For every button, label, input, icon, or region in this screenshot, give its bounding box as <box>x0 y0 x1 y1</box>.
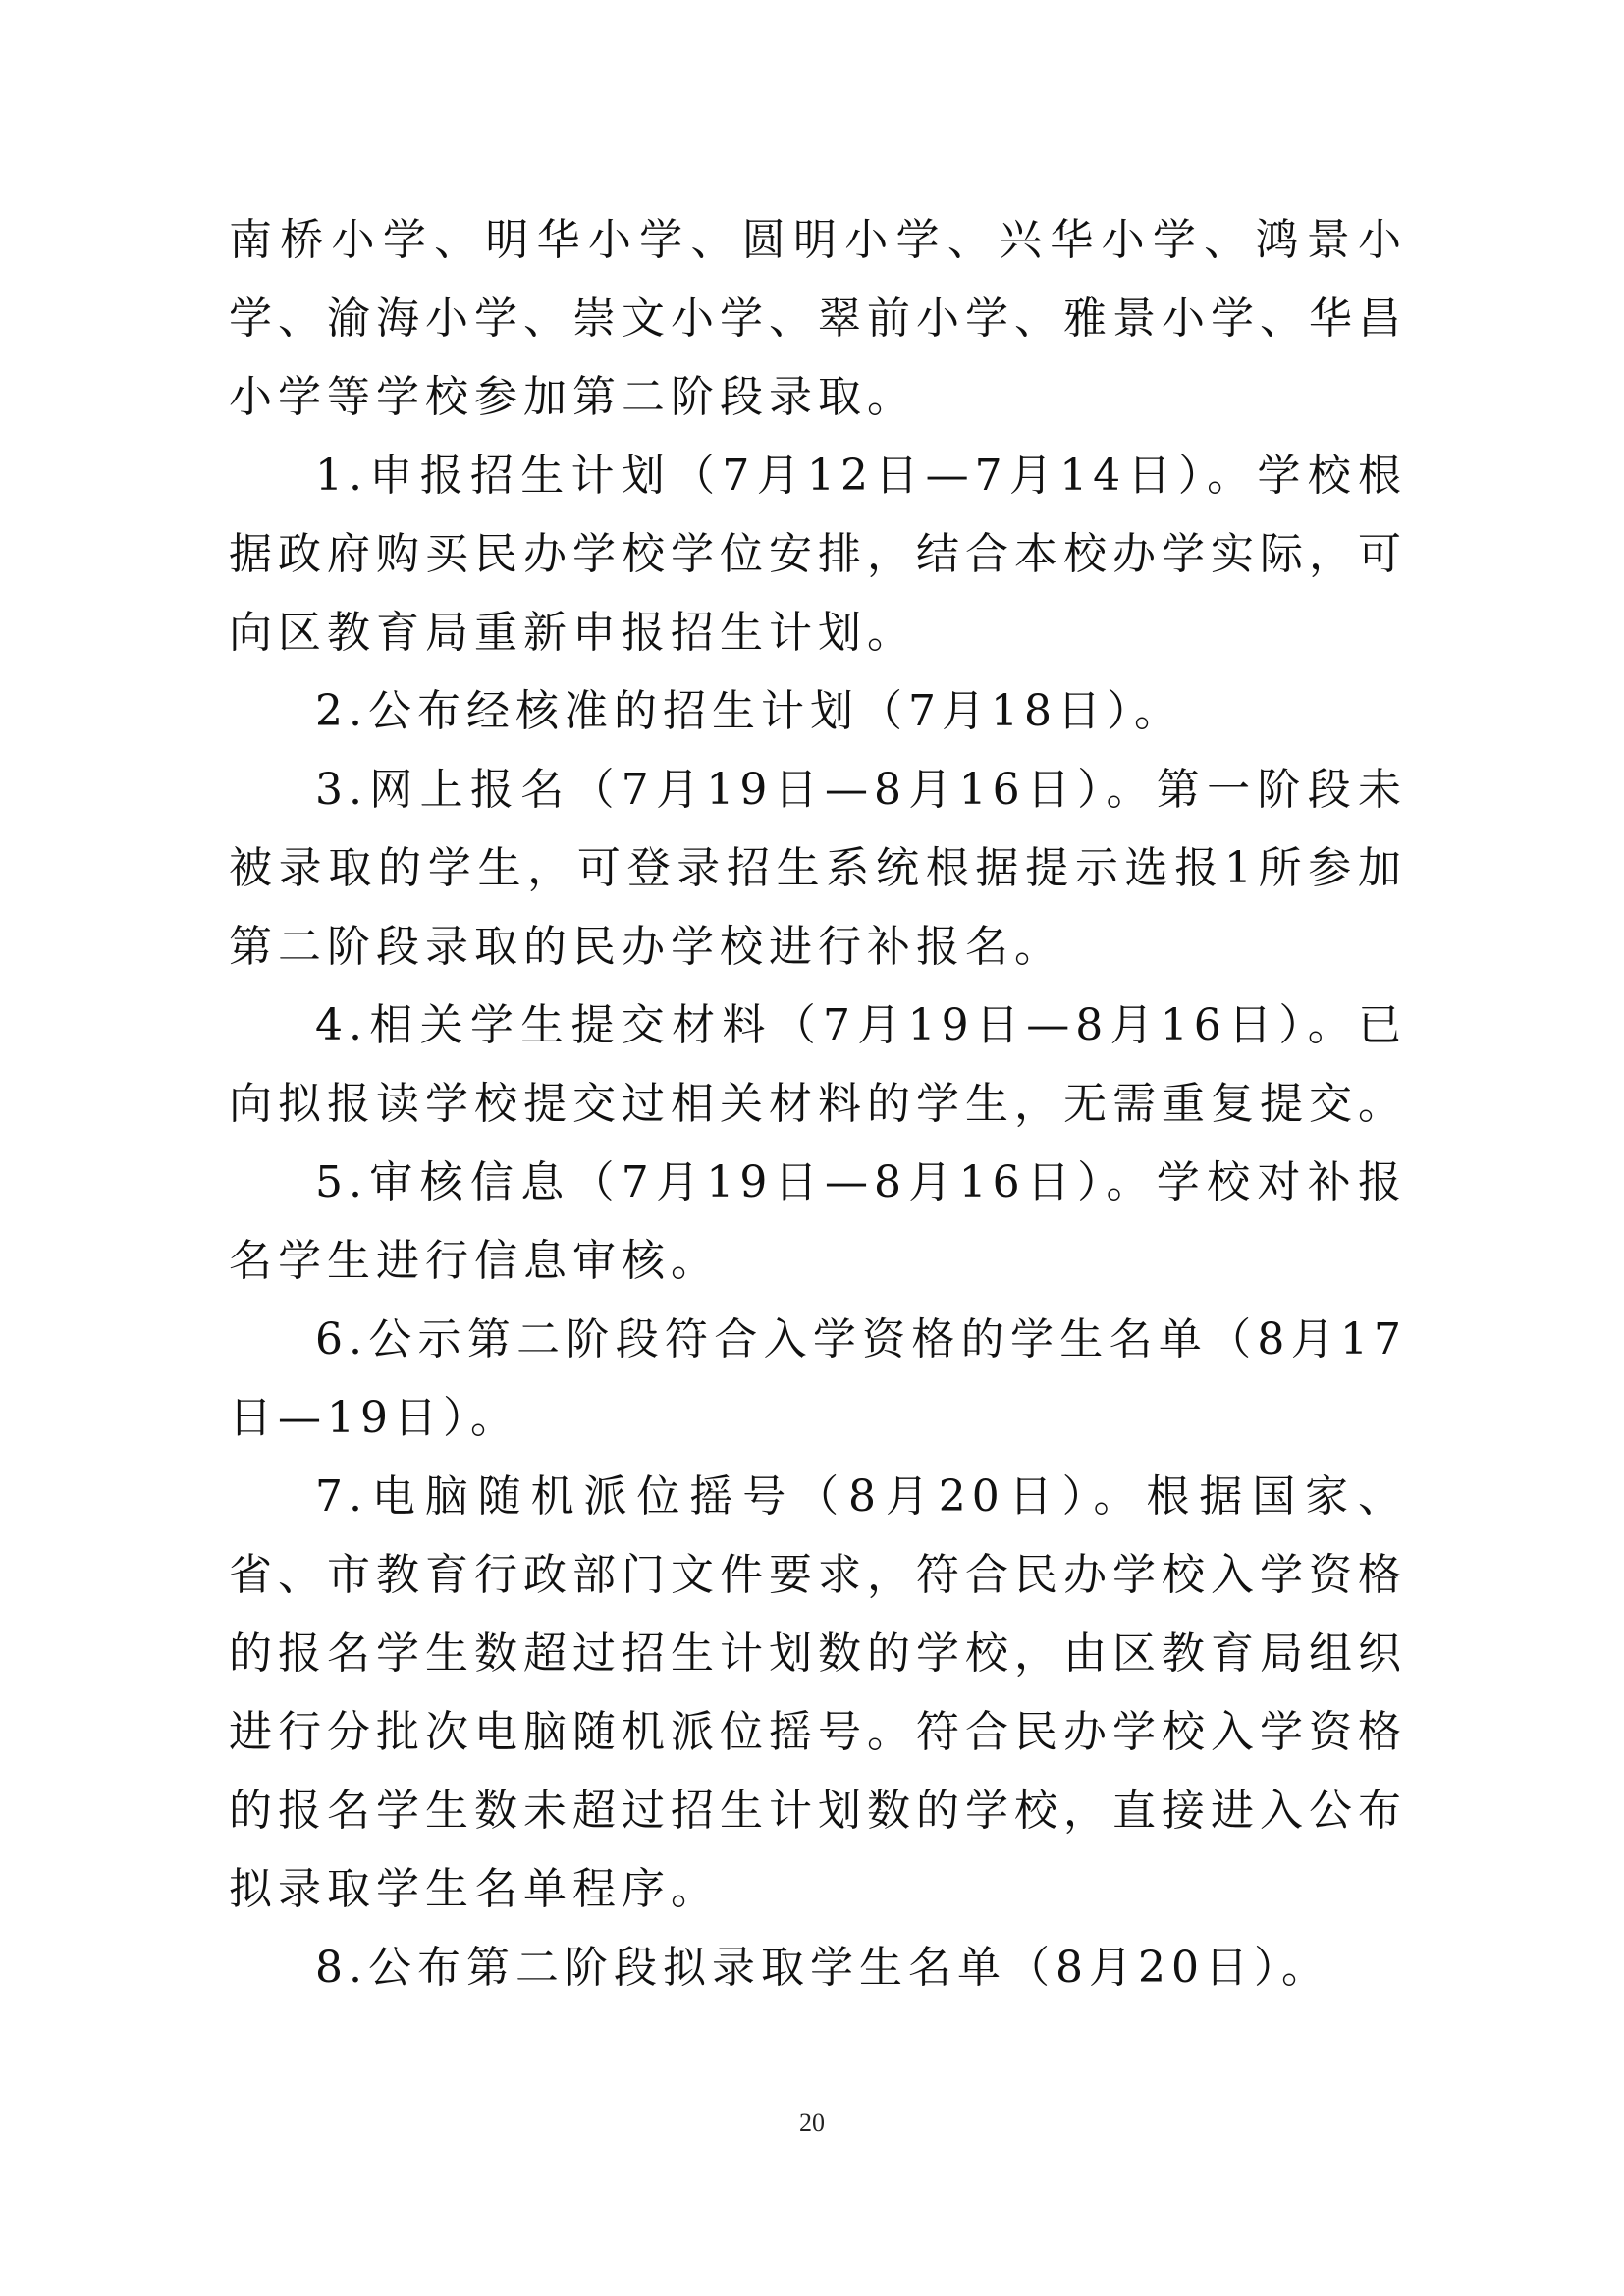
item-7-paragraph: 7.电脑随机派位摇号（8月20日）。根据国家、省、市教育行政部门文件要求，符合民办学校入学资格的报名学生数超过招生计划数的学校，由区教育局组织进行分批次电脑随机派位摇号。符合民办学校入学资格的报名学生数未超过招生计划数的学校，直接进入公布拟录取学生名单程序。 <box>229 1471 1407 1914</box>
intro-continuation-paragraph: 南桥小学、明华小学、圆明小学、兴华小学、鸿景小学、渝海小学、崇文小学、翠前小学、雅景小学、华昌小学等学校参加第二阶段录取。 <box>229 215 1407 422</box>
item-4-paragraph: 4.相关学生提交材料（7月19日—8月16日）。已向拟报读学校提交过相关材料的学生，无需重复提交。 <box>229 1000 1407 1129</box>
item-2-paragraph: 2.公布经核准的招生计划（7月18日）。 <box>315 686 1183 736</box>
item-8-paragraph: 8.公布第二阶段拟录取学生名单（8月20日）。 <box>315 1943 1330 1993</box>
item-1-paragraph: 1.申报招生计划（7月12日—7月14日）。学校根据政府购买民办学校学位安排，结合本校办学实际，可向区教育局重新申报招生计划。 <box>229 451 1407 658</box>
page-number: 20 <box>799 2109 825 2137</box>
item-5-paragraph: 5.审核信息（7月19日—8月16日）。学校对补报名学生进行信息审核。 <box>229 1157 1407 1286</box>
document-body <box>229 201 1407 2007</box>
item-6-paragraph: 6.公示第二阶段符合入学资格的学生名单（8月17日—19日）。 <box>229 1314 1407 1443</box>
item-3-paragraph: 3.网上报名（7月19日—8月16日）。第一阶段未被录取的学生，可登录招生系统根据提示选报1所参加第二阶段录取的民办学校进行补报名。 <box>229 765 1407 972</box>
